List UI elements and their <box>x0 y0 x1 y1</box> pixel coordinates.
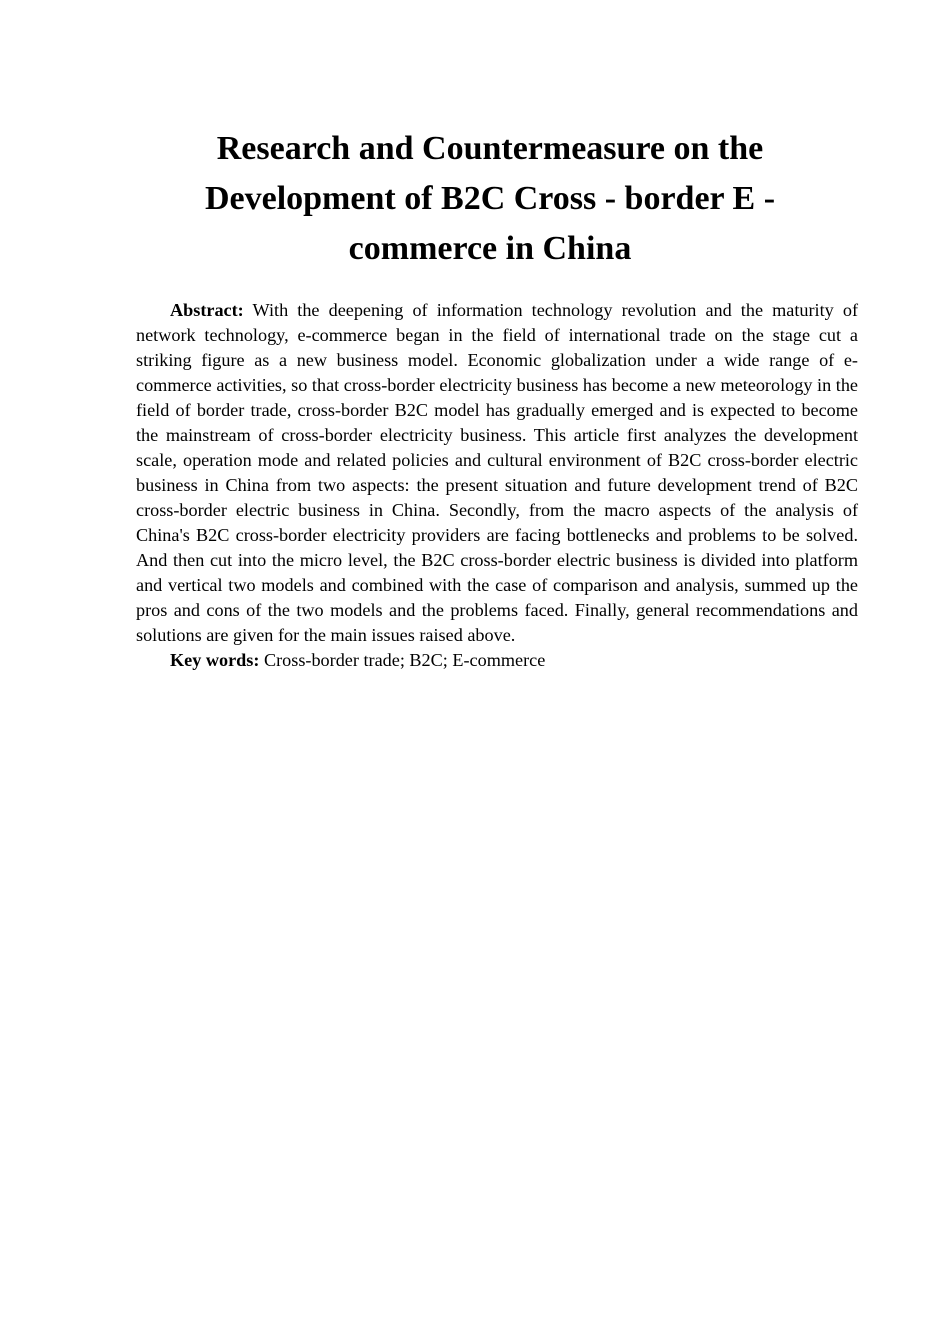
abstract-paragraph <box>136 298 858 648</box>
title-line: Research and Countermeasure on the <box>216 130 764 167</box>
keywords-text: Cross-border trade; B2C; E-commerce <box>263 650 546 670</box>
title-line: Development of B2C Cross - border E - <box>204 180 776 217</box>
keywords-paragraph <box>136 648 858 673</box>
keywords-label: Key words: <box>170 650 260 670</box>
abstract-label: Abstract: <box>170 300 244 320</box>
abstract-text: With the deepening of information technology revolution and the maturity of network technology, e-commerce began in the field of international trade on the stage cut a striking figure as a new business model. Economic globalization under a wide range of e-commerce activities, so that cross-border electricity business has become a new meteorology in the field of border trade, cross-border B2C model has gradually emerged and is expected to become the mainstream of cross-border electricity business. This article first analyzes the development scale, operation mode and related policies and cultural environment of B2C cross-border electric business in China from two aspects: the present situation and future development trend of B2C cross-border electric business in China. Secondly, from the macro aspects of the analysis of China's B2C cross-border electricity providers are facing bottlenecks and problems to be solved. And then cut into the micro level, the B2C cross-border electric business is divided into platform and vertical two models and combined with the case of comparison and analysis, summed up the pros and cons of the two models and the problems faced. Finally, general recommendations and solutions are given for the main issues raised above. <box>136 300 859 645</box>
paper-title <box>160 124 820 274</box>
title-line: commerce in China <box>348 230 632 267</box>
abstract-section <box>136 298 858 673</box>
